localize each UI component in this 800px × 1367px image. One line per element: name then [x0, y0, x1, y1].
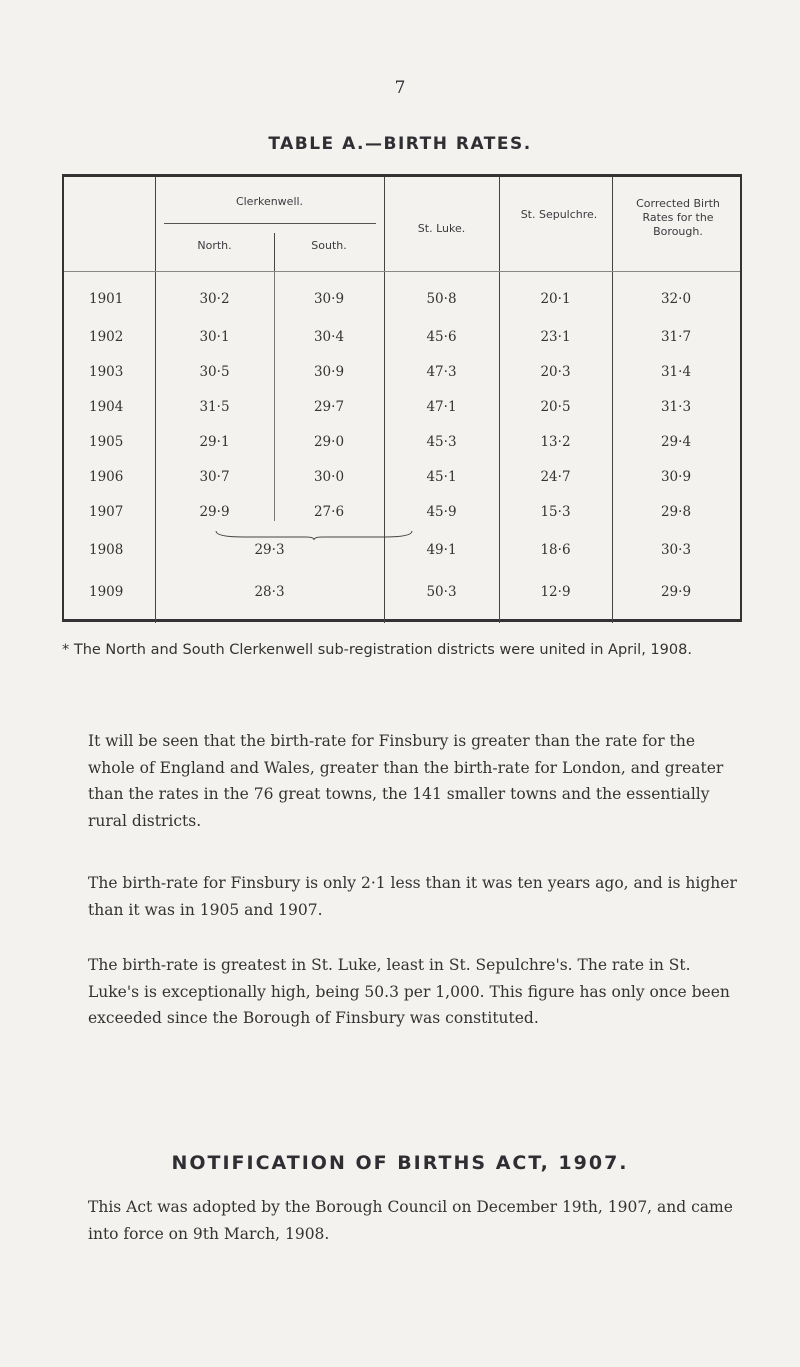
cell-st-sepulchre: 13·2 [540, 434, 571, 450]
cell-st-luke: 45·3 [426, 434, 457, 450]
cell-north: 30·1 [199, 329, 230, 345]
row-year: 1907 [89, 504, 124, 520]
header-st-luke: St. Luke. [417, 222, 466, 235]
section-body: This Act was adopted by the Borough Council on December 19th, 1907, and came into force on 9th March, 1908. [88, 1198, 733, 1243]
cell-north: 31·5 [199, 399, 230, 415]
cell-north: 30·5 [199, 364, 230, 380]
paragraph: It will be seen that the birth-rate for Finsbury is greater than the rate for the whole of England and Wales, greater than the birth-rate for London, and greater than the rates in the 76 great towns, the 141 smaller towns and the essentially rural districts. [88, 732, 724, 830]
cell-corrected: 30·3 [660, 542, 692, 558]
cell-south: 29·0 [313, 434, 345, 450]
header-st-sepulchre: St. Sepulchre. [520, 208, 598, 221]
cell-clerkenwell-combined: 29·3 [254, 542, 285, 558]
row-year: 1901 [89, 291, 124, 307]
brace-mark [214, 529, 414, 541]
row-year: 1908 [89, 542, 124, 558]
cell-south: 27·6 [313, 504, 345, 520]
cell-north: 29·9 [199, 504, 230, 520]
cell-st-sepulchre: 20·3 [540, 364, 571, 380]
birth-rates-table [62, 174, 742, 622]
cell-st-luke: 47·3 [426, 364, 457, 380]
cell-st-luke: 50·3 [426, 584, 457, 600]
cell-south: 30·4 [313, 329, 345, 345]
cell-st-luke: 47·1 [426, 399, 457, 415]
table-title: TABLE A.—BIRTH RATES. [268, 134, 532, 154]
cell-north: 30·2 [199, 291, 230, 307]
cell-st-sepulchre: 15·3 [540, 504, 571, 520]
paragraph: The birth-rate for Finsbury is only 2·1 less than it was ten years ago, and is higher than it was in 1905 and 1907. [88, 874, 737, 919]
cell-corrected: 31·3 [660, 399, 692, 415]
row-year: 1902 [89, 329, 124, 345]
footnote: * The North and South Clerkenwell sub-registration districts were united in April, 1908. [62, 642, 692, 658]
header-divider [64, 271, 740, 272]
paragraph: The birth-rate is greatest in St. Luke, least in St. Sepulchre's. The rate in St. Luke's is exceptionally high, being 50.3 per 1,000. This figure has only once been exceeded since the Borough of Finsbury was constituted. [88, 956, 730, 1028]
row-divider [164, 223, 376, 224]
cell-corrected: 29·4 [660, 434, 692, 450]
cell-corrected: 31·7 [660, 329, 692, 345]
row-year: 1905 [89, 434, 124, 450]
section-heading: NOTIFICATION OF BIRTHS ACT, 1907. [171, 1152, 629, 1174]
page-number: 7 [394, 78, 406, 98]
cell-clerkenwell-combined: 28·3 [254, 584, 285, 600]
row-year: 1904 [89, 399, 124, 415]
cell-south: 30·9 [313, 291, 345, 307]
cell-corrected: 30·9 [660, 469, 692, 485]
cell-south: 30·9 [313, 364, 345, 380]
cell-st-sepulchre: 20·5 [540, 399, 571, 415]
cell-north: 29·1 [199, 434, 230, 450]
cell-st-luke: 50·8 [426, 291, 457, 307]
row-year: 1906 [89, 469, 124, 485]
cell-st-sepulchre: 18·6 [540, 542, 571, 558]
row-year: 1903 [89, 364, 124, 380]
cell-st-sepulchre: 20·1 [540, 291, 571, 307]
cell-st-luke: 49·1 [426, 542, 457, 558]
cell-st-luke: 45·1 [426, 469, 457, 485]
cell-st-sepulchre: 24·7 [540, 469, 571, 485]
cell-st-sepulchre: 23·1 [540, 329, 571, 345]
cell-corrected: 29·8 [660, 504, 692, 520]
cell-st-luke: 45·6 [426, 329, 457, 345]
header-clerkenwell: Clerkenwell. [235, 195, 304, 208]
cell-south: 30·0 [313, 469, 345, 485]
cell-corrected: 32·0 [660, 291, 692, 307]
cell-corrected: 29·9 [660, 584, 692, 600]
cell-north: 30·7 [199, 469, 230, 485]
header-north: North. [197, 239, 232, 252]
header-corrected-borough: Corrected Birth Rates for the Borough. [636, 197, 720, 238]
row-year: 1909 [89, 584, 124, 600]
cell-corrected: 31·4 [660, 364, 692, 380]
header-south: South. [311, 239, 347, 252]
cell-st-luke: 45·9 [426, 504, 457, 520]
cell-south: 29·7 [313, 399, 345, 415]
cell-st-sepulchre: 12·9 [540, 584, 571, 600]
